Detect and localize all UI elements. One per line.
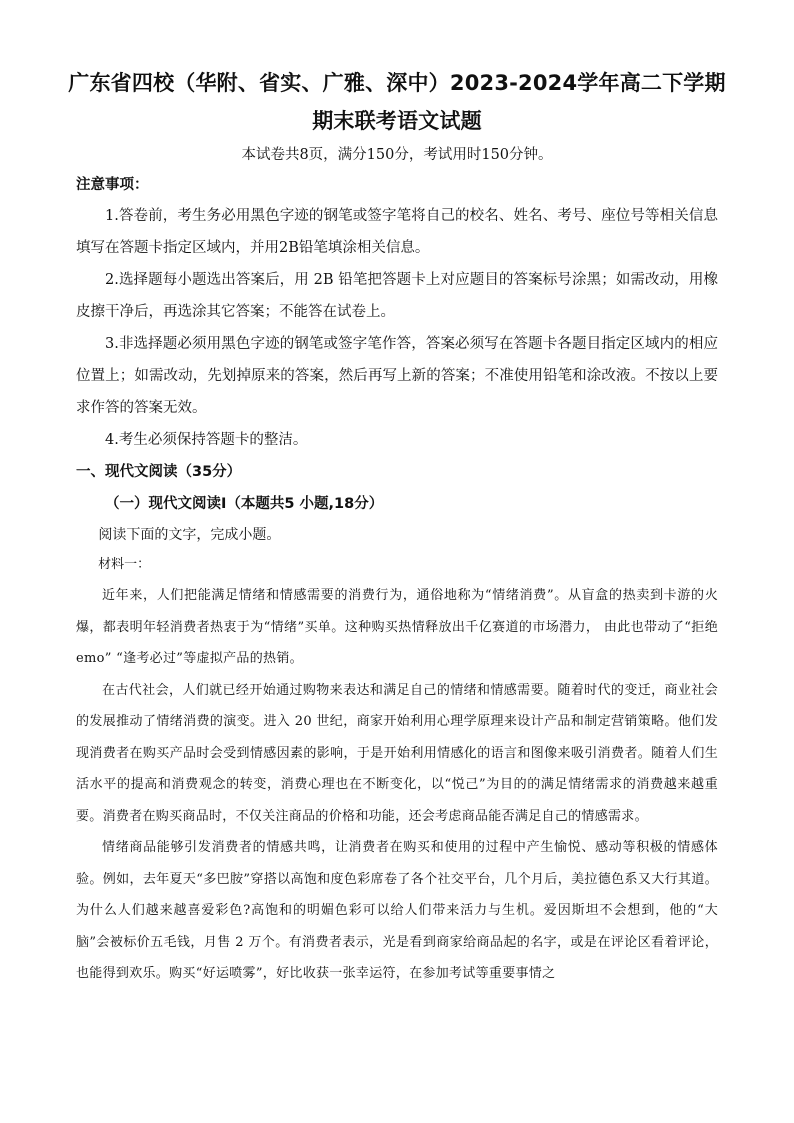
exam-info: 本试卷共8页，满分150分，考试用时150分钟。 [241, 147, 553, 163]
notice-item: 2.选择题每小题选出答案后，用 2B 铅笔把答题卡上对应题目的答案标号涂黑；如需改动，用橡皮擦干净后，再选涂其它答案；不能答在试卷上。 [76, 272, 718, 320]
body-paragraph: 情绪商品能够引发消费者的情感共鸣，让消费者在购买和使用的过程中产生愉悦、感动等积极的情感体验。例如，去年夏天“多巴胺”穿搭以高饱和度色彩席卷了各个社交平台，几个月后，美拉德色系又大行其道。为什么人们越来越喜爱彩色?高饱和的明媚色彩可以给人们带来活力与生机。爱因斯坦不会想到，他的“大脑”会被标价五毛钱，月售 2 万个。有消费者表示，光是看到商家给商品起的名字，或是在评论区看着评论，也能得到欢乐。购买“好运喷雾”，好比收获一张幸运符，在参加考试等重要事情之 [76, 840, 718, 981]
notice-item: 1.答卷前，考生务必用黑色字迹的钢笔或签字笔将自己的校名、姓名、考号、座位号等相关信息填写在答题卡指定区域内，并用2B铅笔填涂相关信息。 [76, 208, 718, 256]
document-title: 广东省四校（华附、省实、广雅、深中）2023-2024学年高二下学期期末联考语文试题 [68, 71, 726, 133]
notice-item: 3.非选择题必须用黑色字迹的钢笔或签字笔作答，答案必须写在答题卡各题目指定区域内的相应位置上；如需改动，先划掉原来的答案，然后再写上新的答案；不准使用铅笔和涂改液。不按以上要求作答的答案无效。 [76, 336, 718, 416]
material-label: 材料一： [98, 557, 151, 572]
notice-heading: 注意事项： [76, 177, 149, 193]
body-paragraph: 在古代社会，人们就已经开始通过购物来表达和满足自己的情绪和情感需要。随着时代的变迁，商业社会的发展推动了情绪消费的演变。进入 20 世纪，商家开始利用心理学原理来设计产品和制定营销策略。他们发现消费者在购买产品时会受到情感因素的影响，于是开始利用情感化的语言和图像来吸引消费者。随着人们生活水平的提高和消费观念的转变，消费心理也在不断变化，以“悦己”为目的的满足情绪需求的消费越来越重要。消费者在购买商品时，不仅关注商品的价格和功能，还会考虑商品能否满足自己的情感需求。 [76, 682, 718, 824]
reading-instruction: 阅读下面的文字，完成小题。 [98, 527, 281, 543]
body-paragraph: 近年来，人们把能满足情绪和情感需要的消费行为，通俗地称为“情绪消费”。从盲盒的热卖到卡游的火爆，都表明年轻消费者热衷于为“情绪”买单。这种购买热情释放出千亿赛道的市场潜力， 由此也带动了“拒绝 emo” “逢考必过”等虚拟产品的热销。 [76, 588, 718, 666]
notice-item: 4.考生必须保持答题卡的整洁。 [105, 432, 308, 448]
subsection-heading: （一）现代文阅读Ⅰ（本题共5 小题,18分） [105, 496, 384, 512]
section-heading: 一、现代文阅读（35分） [76, 464, 242, 480]
